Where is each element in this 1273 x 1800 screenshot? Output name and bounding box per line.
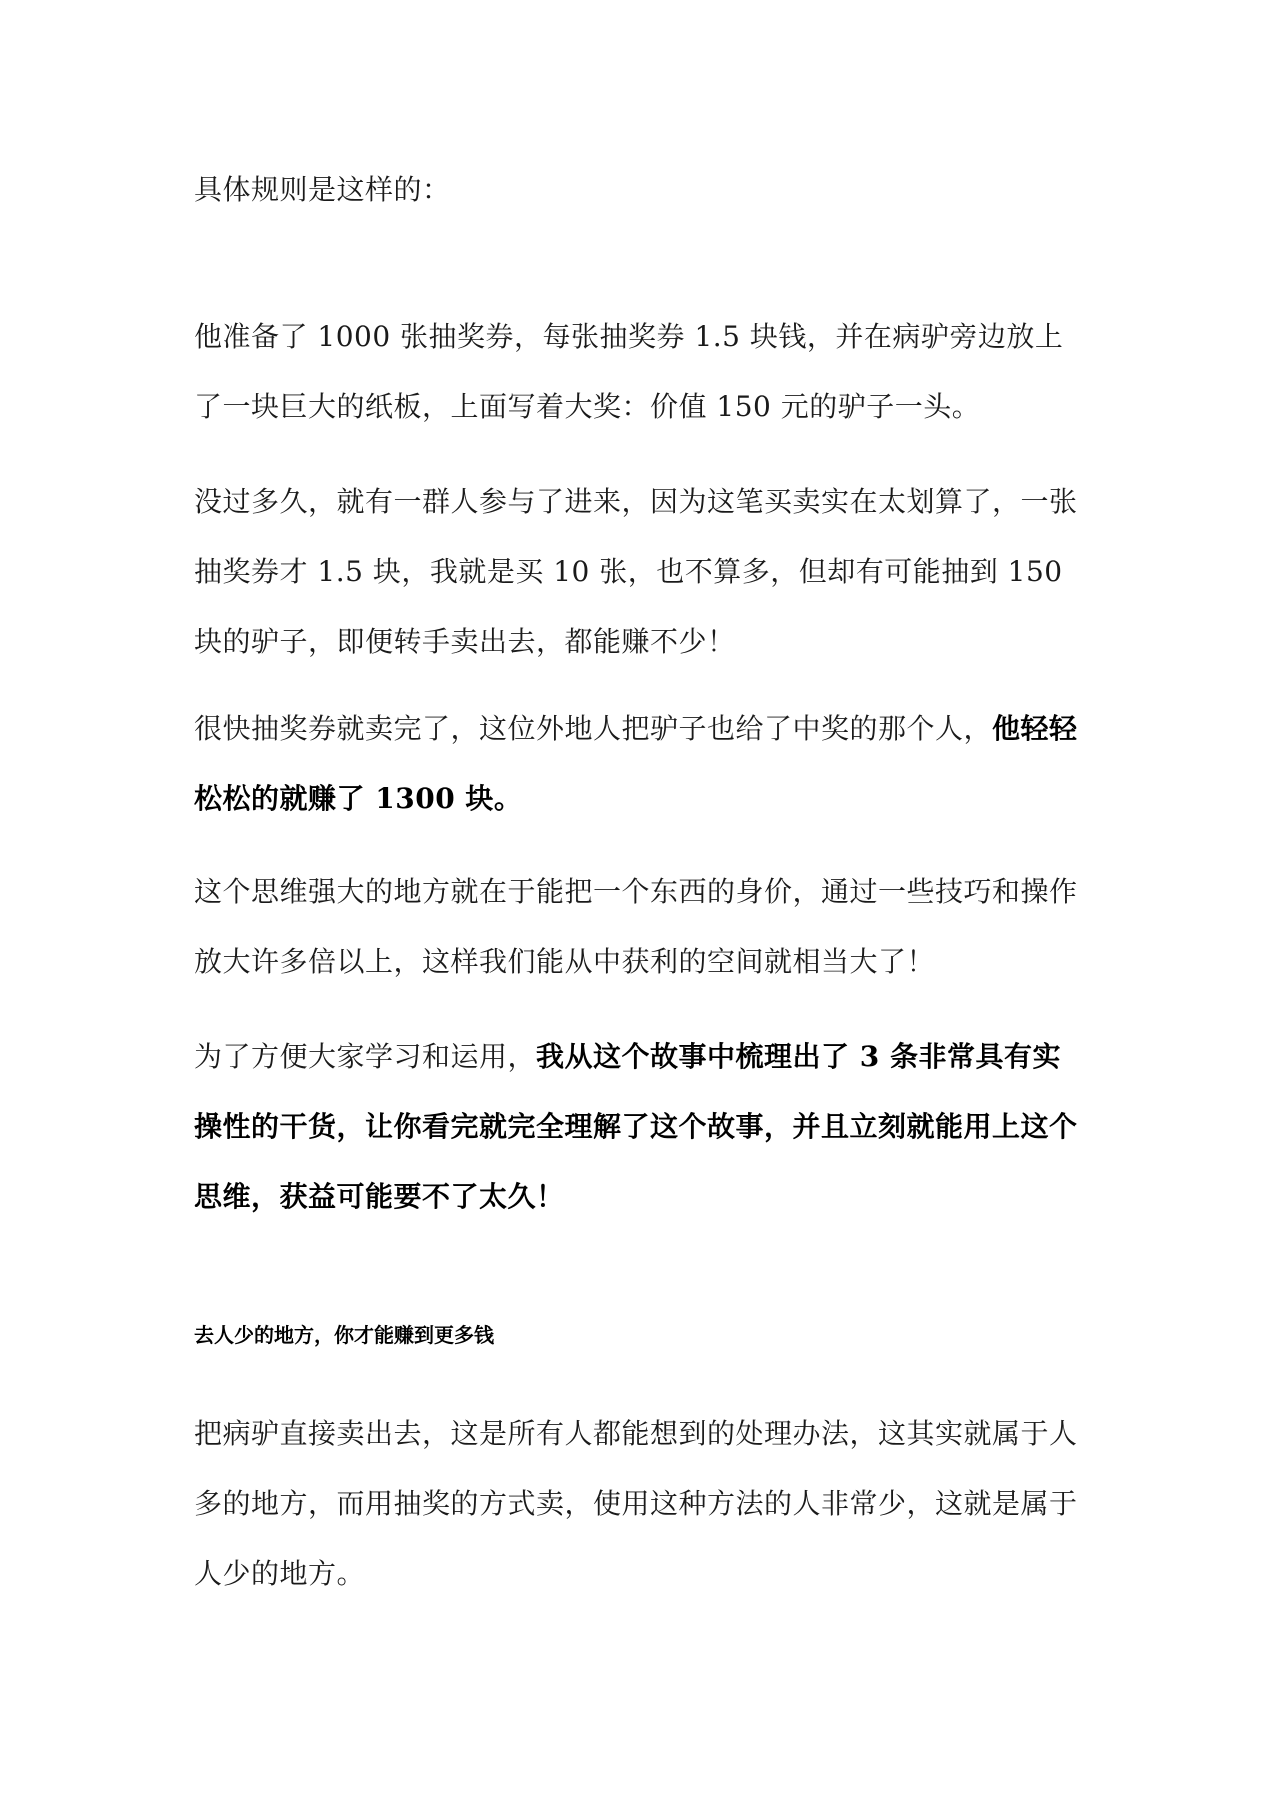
paragraph-sold (194, 694, 1084, 834)
paragraph-learn (194, 1022, 1084, 1232)
paragraph-thinking: 这个思维强大的地方就在于能把一个东西的身价，通过一些技巧和操作放大许多倍以上，这样我们能从中获利的空间就相当大了！ (194, 875, 1078, 978)
rules-intro: 具体规则是这样的： (194, 173, 451, 206)
section-heading: 去人少的地方，你才能赚到更多钱 (194, 1323, 494, 1347)
paragraph-learn-text: 为了方便大家学习和运用， (194, 1040, 537, 1073)
paragraph-sold-emphasis: 他轻轻松松的就赚了 1300 块。 (194, 712, 1078, 815)
paragraph-tickets: 他准备了 1000 张抽奖券，每张抽奖券 1.5 块钱，并在病驴旁边放上了一块巨大的纸板，上面写着大奖：价值 150 元的驴子一头。 (194, 320, 1064, 423)
paragraph-crowd: 没过多久，就有一群人参与了进来，因为这笔买卖实在太划算了，一张抽奖券才 1.5 块，我就是买 10 张，也不算多，但却有可能抽到 150 块的驴子，即便转手卖出去，都能赚不少！ (194, 485, 1078, 658)
paragraph-method: 把病驴直接卖出去，这是所有人都能想到的处理办法，这其实就属于人多的地方，而用抽奖的方式卖，使用这种方法的人非常少，这就是属于人少的地方。 (194, 1417, 1078, 1590)
paragraph-learn-emphasis: 我从这个故事中梳理出了 3 条非常具有实操性的干货，让你看完就完全理解了这个故事，并且立刻就能用上这个思维，获益可能要不了太久！ (194, 1040, 1078, 1213)
paragraph-sold-text: 很快抽奖券就卖完了，这位外地人把驴子也给了中奖的那个人， (194, 712, 993, 745)
